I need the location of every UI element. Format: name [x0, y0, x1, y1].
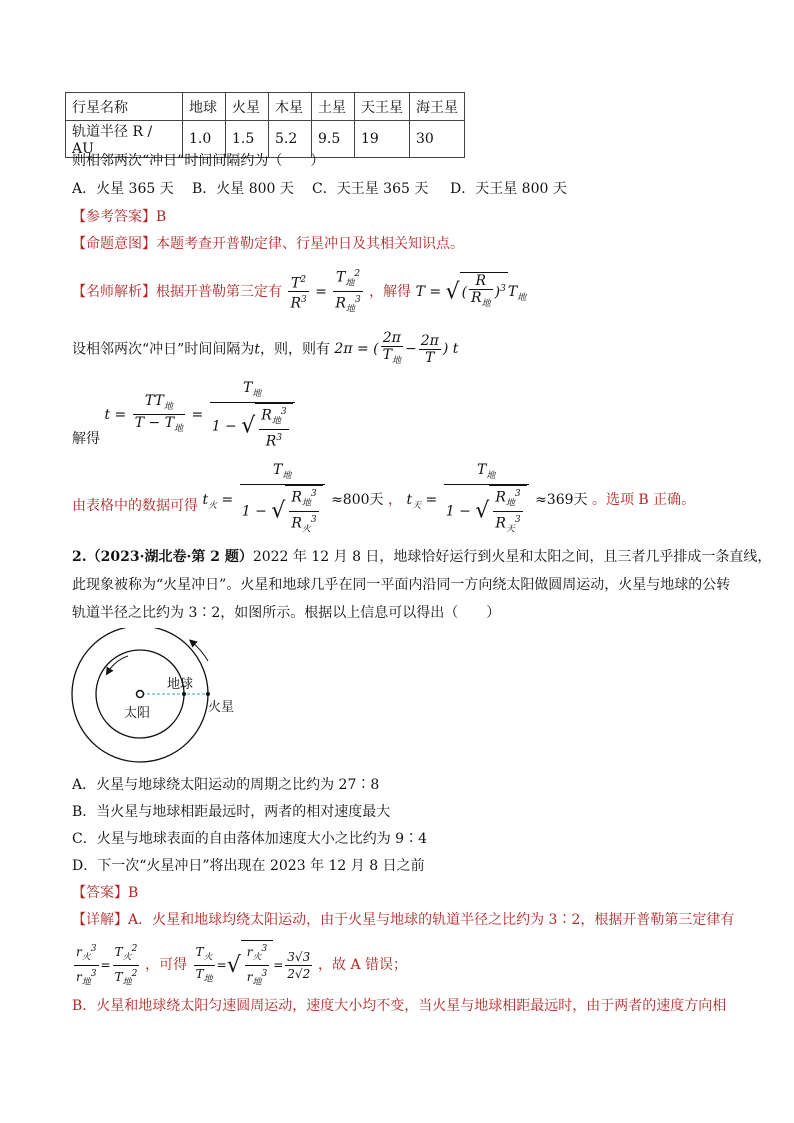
intent-label: 【命题意图】 — [72, 236, 156, 252]
q2-answer — [72, 882, 138, 902]
q1-option-a: A．火星 365 天 — [72, 181, 174, 197]
table-cell: 地球 — [183, 93, 226, 121]
table-cell: 1.0 — [183, 121, 226, 158]
earth-label: 地球 — [167, 677, 194, 692]
q2-option-c: C．火星与地球表面的自由落体加速度大小之比约为 9∶4 — [72, 831, 427, 847]
analysis-text-b: ，解得 — [369, 283, 412, 300]
q1-option-d: D．天王星 800 天 — [450, 181, 567, 197]
q2-option-d: D．下一次“火星冲日”将出现在 2023 年 12 月 8 日之前 — [72, 858, 425, 874]
q1-option-b: B．火星 800 天 — [192, 181, 294, 197]
answer-value: B — [156, 209, 167, 225]
formula-kepler: $\frac{r_火^3}{r_地^3}$ = $\frac{T_火^2}{T_地^2}$ — [72, 958, 145, 972]
q2-detail-line2 — [72, 940, 407, 991]
q2-detail-line1 — [72, 909, 734, 929]
q1-stem: 则相邻两次“冲日”时间间隔约为（ ） — [72, 153, 325, 169]
table-cell: 土星 — [312, 93, 355, 121]
table-cell: 木星 — [269, 93, 312, 121]
earth-dot — [182, 692, 186, 696]
table-cell: 轨道半径 R / AU — [66, 121, 183, 158]
sun-dot — [137, 691, 144, 698]
q2-detail-line3 — [72, 995, 726, 1015]
conclusion: 。选项 B 正确。 — [591, 491, 696, 508]
step2-var: t — [254, 341, 260, 358]
formula-period-ratio: $\frac{T_火}{T_地}$ =√ $\frac{r_火^3}{r_地^3}$ = $\frac{3√3}{2√2}$ — [192, 958, 318, 972]
answer-value: B — [128, 885, 139, 901]
table-cell: 9.5 — [312, 121, 355, 158]
formula-T: T = √ ( $\frac{R}{R_地}$ )$^3$ $T_地$ — [416, 284, 527, 300]
table-cell: 火星 — [226, 93, 269, 121]
detail-d: B．火星和地球绕太阳匀速圆周运动，速度大小均不变，当火星与地球相距最远时，由于两者的速度方向相 — [72, 998, 727, 1014]
analysis-text: 根据开普勒第三定有 — [156, 283, 282, 300]
formula-t: t = $\frac{TT_地}{T - T_地}$ = $T_地$ 1 − √ $\frac{R_地^3}{R^3}$ — [104, 407, 296, 423]
q2-stem-line1 — [72, 546, 771, 566]
table-cell: 1.5 — [226, 121, 269, 158]
q2-option-b: B．当火星与地球相距最远时，两者的相对速度最大 — [72, 804, 391, 820]
intent-text: 本题考查开普勒定律、行星冲日及其相关知识点。 — [156, 236, 464, 252]
table-cell: 19 — [355, 121, 410, 158]
table-cell: 海王星 — [410, 93, 465, 121]
q1-intent — [72, 233, 464, 253]
detail-a: A．火星和地球均绕太阳运动，由于火星与地球的轨道半径之比约为 3∶2，根据开普勒第三定律有 — [128, 912, 735, 928]
formula-mars: $t_火$ = $T_地$ 1 − √ $\frac{R_地^3}{R_火^3}$ — [202, 492, 331, 508]
step2-text-b: ，则，则有 — [259, 341, 330, 358]
table-cell: 天王星 — [355, 93, 410, 121]
q1-step2 — [72, 330, 458, 369]
table-cell: 30 — [410, 121, 465, 158]
analysis-label: 【名师解析】 — [72, 283, 156, 300]
formula-earth: $\frac{T_地^2}{R_地^3}$ — [333, 266, 362, 318]
q1-answer — [72, 206, 166, 226]
step2-text: 设相邻两次“冲日”时间间隔为 — [72, 341, 255, 358]
detail-label: 【详解】 — [72, 912, 128, 928]
approx-uranus: ≈369天 — [535, 491, 588, 508]
q1-option-c: C．天王星 365 天 — [312, 181, 429, 197]
formula-uranus: $t_天$ = $T_地$ 1 − √ $\frac{R_地^3}{R_天^3}$ — [406, 492, 535, 508]
table-header-row — [66, 93, 465, 121]
q2-stem-1: 2022 年 12 月 8 日，地球恰好运行到火星和太阳之间，且三者几乎排成一条直线， — [252, 549, 772, 565]
results-label: 由表格中的数据可得 — [72, 497, 198, 514]
mars-label: 火星 — [208, 700, 235, 715]
q1-results: 由表格中的数据可得 $t_火$ = $T_地$ 1 − √ $\frac{R_地^3}{R_火^3}$ ≈800天 ， $t_天$ = $T_地$ 1 − √ $\frac{R_地^3}{R_天^3}$ ≈369天 。选项 B 正确。 — [72, 462, 695, 538]
formula-t2-r3: $\frac{T^2}{R^3}$ — [288, 272, 308, 312]
sun-label: 太阳 — [124, 706, 151, 721]
q2-option-a: A．火星与地球绕太阳运动的周期之比约为 27∶8 — [72, 777, 380, 793]
q1-solve — [72, 380, 297, 450]
outer-arrow — [192, 642, 208, 661]
inner-arrow — [108, 656, 128, 672]
q2-stem-line2: 此现象被称为“火星冲日”。火星和地球几乎在同一平面内沿同一方向绕太阳做圆周运动，火星与地球的公转 — [72, 577, 731, 593]
q2-number: 2. — [72, 549, 87, 565]
planet-radius-table — [65, 92, 465, 158]
q2-source: （2023·湖北卷·第 2 题） — [86, 549, 253, 565]
answer-label: 【参考答案】 — [72, 209, 156, 225]
approx-mars: ≈800天 — [331, 491, 384, 508]
q1-analysis: 【名师解析】根据开普勒第三定有 $\frac{T^2}{R^3}$ = $\frac{T_地^2}{R_地^3}$ ，解得 T = √ ( $\frac{R}{R_地}$ )$^3$ $T_地$ — [72, 266, 526, 318]
detail-c: ，故 A 错误； — [318, 956, 408, 973]
table-cell: 行星名称 — [66, 93, 183, 121]
q2-stem-line3: 轨道半径之比约为 3∶2，如图所示。根据以上信息可以得出（ ） — [72, 605, 501, 621]
detail-b: ，可得 — [145, 956, 188, 973]
table-cell: 5.2 — [269, 121, 312, 158]
formula-2pi: 2π = ( $\frac{2\pi}{T_地}$ − $\frac{2\pi}{T}$ ) t — [334, 330, 459, 366]
solve-label: 解得 — [72, 430, 100, 447]
answer-label: 【答案】 — [72, 885, 128, 901]
